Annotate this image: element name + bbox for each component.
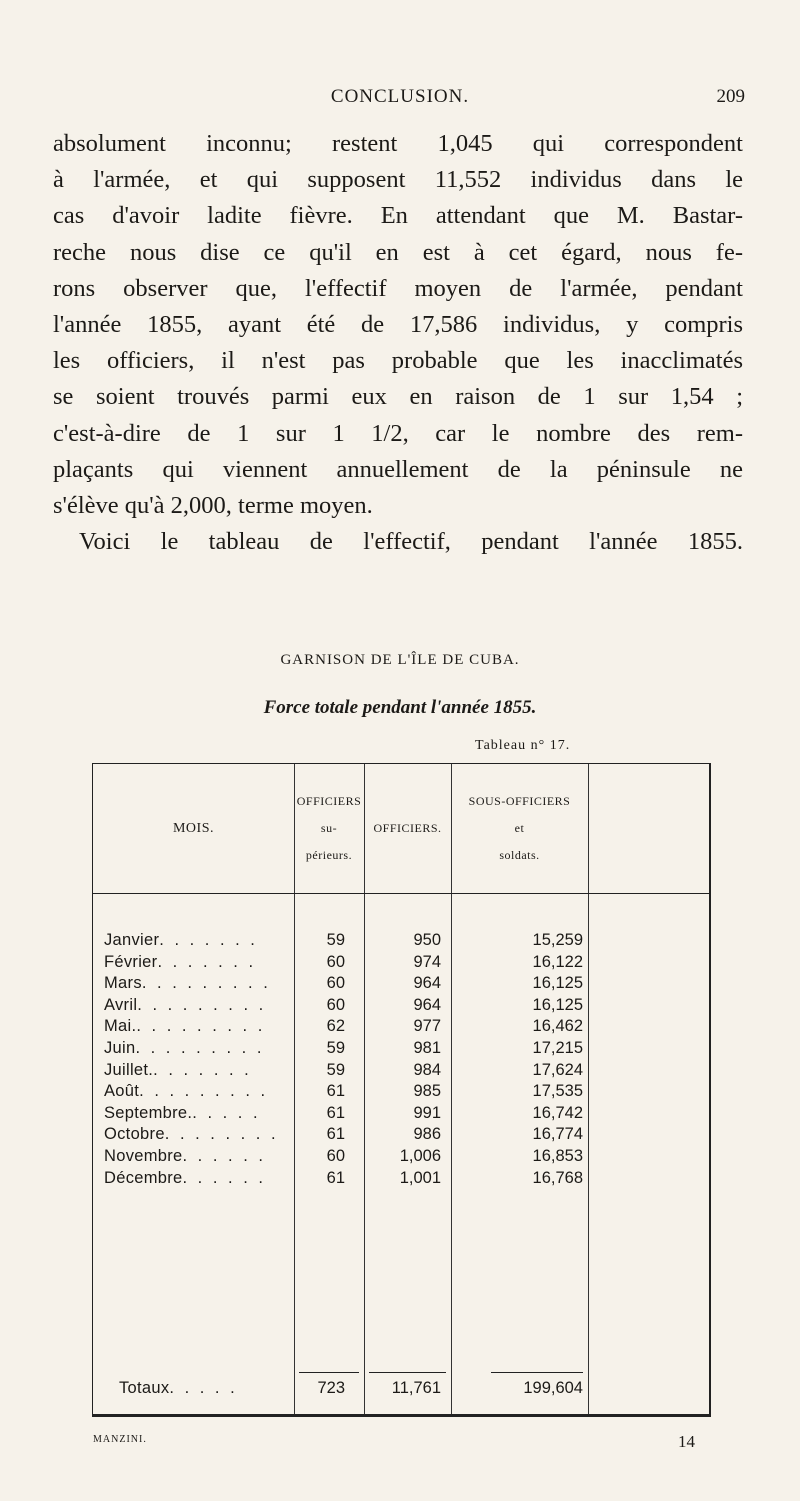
dot-leader: . . . . . . . <box>159 931 258 949</box>
row-month <box>104 951 290 973</box>
dot-leader: . . . . . . . . . <box>139 1082 269 1101</box>
header-line: périeurs. <box>305 848 353 862</box>
table-row <box>93 1102 709 1124</box>
cell-soldats: 16,768 <box>532 1168 583 1187</box>
paragraph-line: absolument inconnu; restent 1,045 qui correspondent <box>53 130 743 157</box>
cell-superieurs: 61 <box>326 1082 345 1101</box>
header-line: OFFICIERS. <box>373 821 442 835</box>
dot-leader: . . . . . <box>169 1379 238 1397</box>
month-label: Février <box>104 952 158 971</box>
printer-signature: MANZINI. <box>93 1434 147 1445</box>
header-line: su- <box>320 821 338 835</box>
month-label: Mai. <box>104 1017 137 1036</box>
cell-soldats: 16,774 <box>532 1125 583 1144</box>
paragraph-line: rons observer que, l'effectif moyen de l'armée, pendant <box>53 274 743 302</box>
total-rule <box>369 1372 446 1373</box>
cell-superieurs: 61 <box>326 1125 345 1144</box>
cell-officiers: 981 <box>413 1039 441 1057</box>
cell-officiers: 964 <box>413 995 441 1014</box>
cell-superieurs: 60 <box>326 1147 345 1165</box>
cell-superieurs: 60 <box>326 995 345 1014</box>
month-label: Décembre <box>104 1168 183 1187</box>
table-row <box>93 1123 709 1145</box>
cell-superieurs: 60 <box>326 952 345 971</box>
cell-officiers: 984 <box>413 1060 441 1079</box>
cell-superieurs: 61 <box>326 1103 345 1122</box>
cell-soldats: 15,259 <box>532 931 583 949</box>
table-row <box>93 1015 709 1037</box>
cell-soldats: 16,125 <box>532 974 583 993</box>
dot-leader: . . . . . <box>192 1103 261 1122</box>
cell-soldats: 17,624 <box>532 1060 583 1079</box>
header-officiers <box>364 764 451 893</box>
row-month <box>104 929 290 951</box>
row-month <box>104 1123 290 1145</box>
dot-leader: . . . . . . <box>182 1168 266 1187</box>
dot-leader: . . . . . . . . . <box>137 995 267 1014</box>
header-line: SOUS-OFFICIERS <box>468 794 571 808</box>
garrison-heading: GARNISON DE L'ÎLE DE CUBA. <box>280 652 520 668</box>
month-label: Septembre. <box>104 1103 193 1122</box>
paragraph-last-line: Voici le tableau de l'effectif, pendant l'année 1855. <box>79 528 743 556</box>
month-label: Novembre <box>104 1147 183 1165</box>
paragraph-line: cas d'avoir ladite fièvre. En attendant que M. Bastar- <box>53 202 743 230</box>
cell-officiers: 974 <box>413 952 441 971</box>
cell-officiers: 964 <box>413 974 441 993</box>
row-month <box>104 1015 290 1037</box>
table-row <box>93 1167 709 1189</box>
table-row <box>93 1037 709 1059</box>
table-row <box>93 1059 709 1081</box>
paragraph-line: se soient trouvés parmi eux en raison de 1 sur 1,54 ; <box>53 383 743 411</box>
dot-leader: . . . . . . . . . <box>135 1039 265 1057</box>
header-mois-label: MOIS. <box>172 821 214 836</box>
total-officiers: 11,761 <box>391 1379 441 1397</box>
row-month <box>104 1059 290 1081</box>
cell-superieurs: 62 <box>326 1017 345 1036</box>
cell-superieurs: 60 <box>326 974 345 993</box>
totals-text: Totaux <box>119 1379 170 1397</box>
row-month <box>104 1145 290 1167</box>
month-label: Octobre <box>104 1125 165 1144</box>
table-title: Force totale pendant l'année 1855. <box>263 697 537 718</box>
paragraph-line: plaçants qui viennent annuellement de la péninsule ne <box>53 455 743 483</box>
header-line: OFFICIERS <box>296 794 362 808</box>
cell-superieurs: 61 <box>326 1168 345 1187</box>
row-month <box>104 1167 290 1189</box>
month-label: Juillet. <box>104 1060 154 1079</box>
table-row <box>93 1145 709 1167</box>
cell-officiers: 991 <box>413 1103 441 1122</box>
paragraph-line: à l'armée, et qui supposent 11,552 individus dans le <box>53 166 743 194</box>
dot-leader: . . . . . . . . . <box>141 974 271 993</box>
cell-superieurs: 59 <box>326 1060 345 1079</box>
month-label: Mars <box>104 974 142 993</box>
cell-superieurs: 59 <box>326 931 345 949</box>
paragraph-line: s'élève qu'à 2,000, terme moyen. <box>53 492 373 520</box>
header-sous-officiers <box>451 764 588 893</box>
row-month <box>104 972 290 994</box>
cell-soldats: 17,215 <box>532 1039 583 1057</box>
header-mois <box>93 764 294 893</box>
dot-leader: . . . . . . . . <box>164 1125 279 1144</box>
table-row <box>93 929 709 951</box>
cell-superieurs: 59 <box>326 1039 345 1057</box>
month-label: Avril <box>104 995 138 1014</box>
row-month <box>104 1037 290 1059</box>
cell-officiers: 985 <box>413 1082 441 1101</box>
header-officiers-superieurs <box>294 764 364 893</box>
paragraph-line: c'est-à-dire de 1 sur 1 1/2, car le nombre des rem- <box>53 419 743 447</box>
paragraph-line: reche nous dise ce qu'il en est à cet égard, nous fe- <box>53 238 743 266</box>
total-soldats: 199,604 <box>523 1379 583 1397</box>
paragraph-line: les officiers, il n'est pas probable que les inacclimatés <box>53 347 743 375</box>
paragraph-line: l'année 1855, ayant été de 17,586 individus, y compris <box>53 311 743 339</box>
cell-soldats: 16,125 <box>532 995 583 1014</box>
table-row <box>93 951 709 973</box>
cell-soldats: 16,122 <box>532 952 583 971</box>
total-rule <box>299 1372 359 1373</box>
cell-soldats: 16,462 <box>532 1017 583 1036</box>
body-paragraph <box>53 126 743 560</box>
month-label: Janvier <box>104 931 160 949</box>
table-row <box>93 994 709 1016</box>
month-label: Août <box>104 1082 140 1101</box>
table-reference: Tableau n° 17. <box>475 738 571 753</box>
table-row <box>93 972 709 994</box>
running-head-title: CONCLUSION. <box>330 86 470 107</box>
cell-soldats: 17,535 <box>532 1082 583 1101</box>
table-row <box>93 1080 709 1102</box>
force-table <box>92 763 711 1417</box>
header-line: soldats. <box>499 848 540 862</box>
cell-soldats: 16,853 <box>532 1147 583 1165</box>
cell-officiers: 977 <box>413 1017 441 1036</box>
cell-soldats: 16,742 <box>532 1103 583 1122</box>
dot-leader: . . . . . . . . . <box>136 1017 266 1036</box>
header-rule <box>93 893 709 894</box>
cell-officiers: 1,001 <box>399 1168 441 1187</box>
total-rule <box>491 1372 583 1373</box>
cell-officiers: 1,006 <box>399 1147 441 1165</box>
dot-leader: . . . . . . . <box>157 952 257 971</box>
dot-leader: . . . . . . <box>182 1147 266 1165</box>
totals-label <box>119 1377 305 1399</box>
running-head <box>55 86 745 116</box>
header-line: et <box>514 821 525 835</box>
row-month <box>104 994 290 1016</box>
page-number: 209 <box>716 86 745 107</box>
totals-row <box>93 1377 709 1399</box>
row-month <box>104 1102 290 1124</box>
cell-officiers: 986 <box>413 1125 441 1144</box>
row-month <box>104 1080 290 1102</box>
cell-officiers: 950 <box>413 931 441 949</box>
total-superieurs: 723 <box>317 1379 345 1397</box>
dot-leader: . . . . . . . <box>153 1060 252 1079</box>
month-label: Juin <box>104 1039 136 1057</box>
sheet-number: 14 <box>678 1432 695 1451</box>
